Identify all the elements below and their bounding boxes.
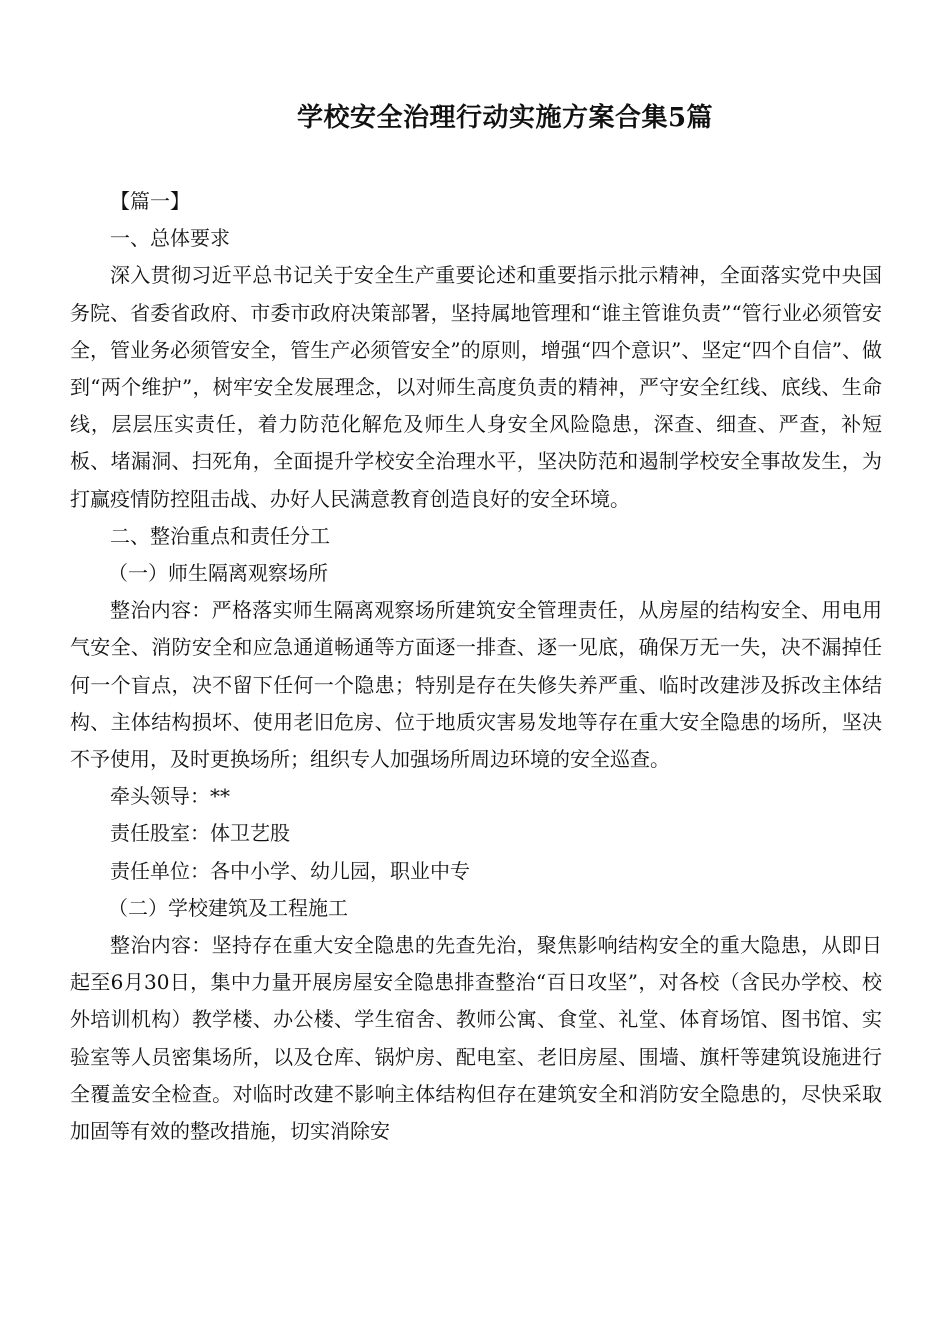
document-body: [70, 183, 882, 1150]
document-title: 学校安全治理行动实施方案合集5篇: [296, 103, 714, 133]
paragraph-isolation-sites: 整治内容：严格落实师生隔离观察场所建筑安全管理责任，从房屋的结构安全、用电用气安全、消防安全和应急通道畅通等方面逐一排查、逐一见底，确保万无一失，决不漏掉任何一个盲点，决不留下任何一个隐患；特别是存在失修失养严重、临时改建涉及拆改主体结构、主体结构损坏、使用老旧危房、位于地质灾害易发地等存在重大安全隐患的场所，坚决不予使用，及时更换场所；组织专人加强场所周边环境的安全巡查。: [70, 598, 882, 772]
responsible-office: 责任股室：体卫艺股: [110, 821, 290, 846]
subheading-school-buildings: （二）学校建筑及工程施工: [108, 895, 348, 920]
heading-key-points: 二、整治重点和责任分工: [110, 523, 330, 548]
responsible-units: 责任单位：各中小学、幼儿园，职业中专: [110, 858, 470, 883]
subheading-isolation-sites: （一）师生隔离观察场所: [108, 561, 328, 586]
paragraph-general-requirements: 深入贯彻习近平总书记关于安全生产重要论述和重要指示批示精神，全面落实党中央国务院、省委省政府、市委市政府决策部署，坚持属地管理和“谁主管谁负责”“管行业必须管安全，管业务必须管安全，管生产必须管安全”的原则，增强“四个意识”、坚定“四个自信”、做到“两个维护”，树牢安全发展理念，以对师生高度负责的精神，严守安全红线、底线、生命线，层层压实责任，着力防范化解危及师生人身安全风险隐患，深查、细查、严查，补短板、堵漏洞、扫死角，全面提升学校安全治理水平，坚决防范和遏制学校安全事故发生，为打赢疫情防控阻击战、办好人民满意教育创造良好的安全环境。: [70, 263, 882, 511]
heading-general-requirements: 一、总体要求: [110, 226, 230, 251]
section-heading: 【篇一】: [110, 189, 190, 213]
lead-leader: 牵头领导：**: [110, 784, 230, 809]
paragraph-school-buildings: 整治内容：坚持存在重大安全隐患的先查先治，聚焦影响结构安全的重大隐患，从即日起至6月30日，集中力量开展房屋安全隐患排查整治“百日攻坚”，对各校（含民办学校、校外培训机构）教学楼、办公楼、学生宿舍、教师公寓、食堂、礼堂、体育场馆、图书馆、实验室等人员密集场所，以及仓库、锅炉房、配电室、老旧房屋、围墙、旗杆等建筑设施进行全覆盖安全检查。对临时改建不影响主体结构但存在建筑安全和消防安全隐患的，尽快采取加固等有效的整改措施，切实消除安: [70, 933, 882, 1144]
